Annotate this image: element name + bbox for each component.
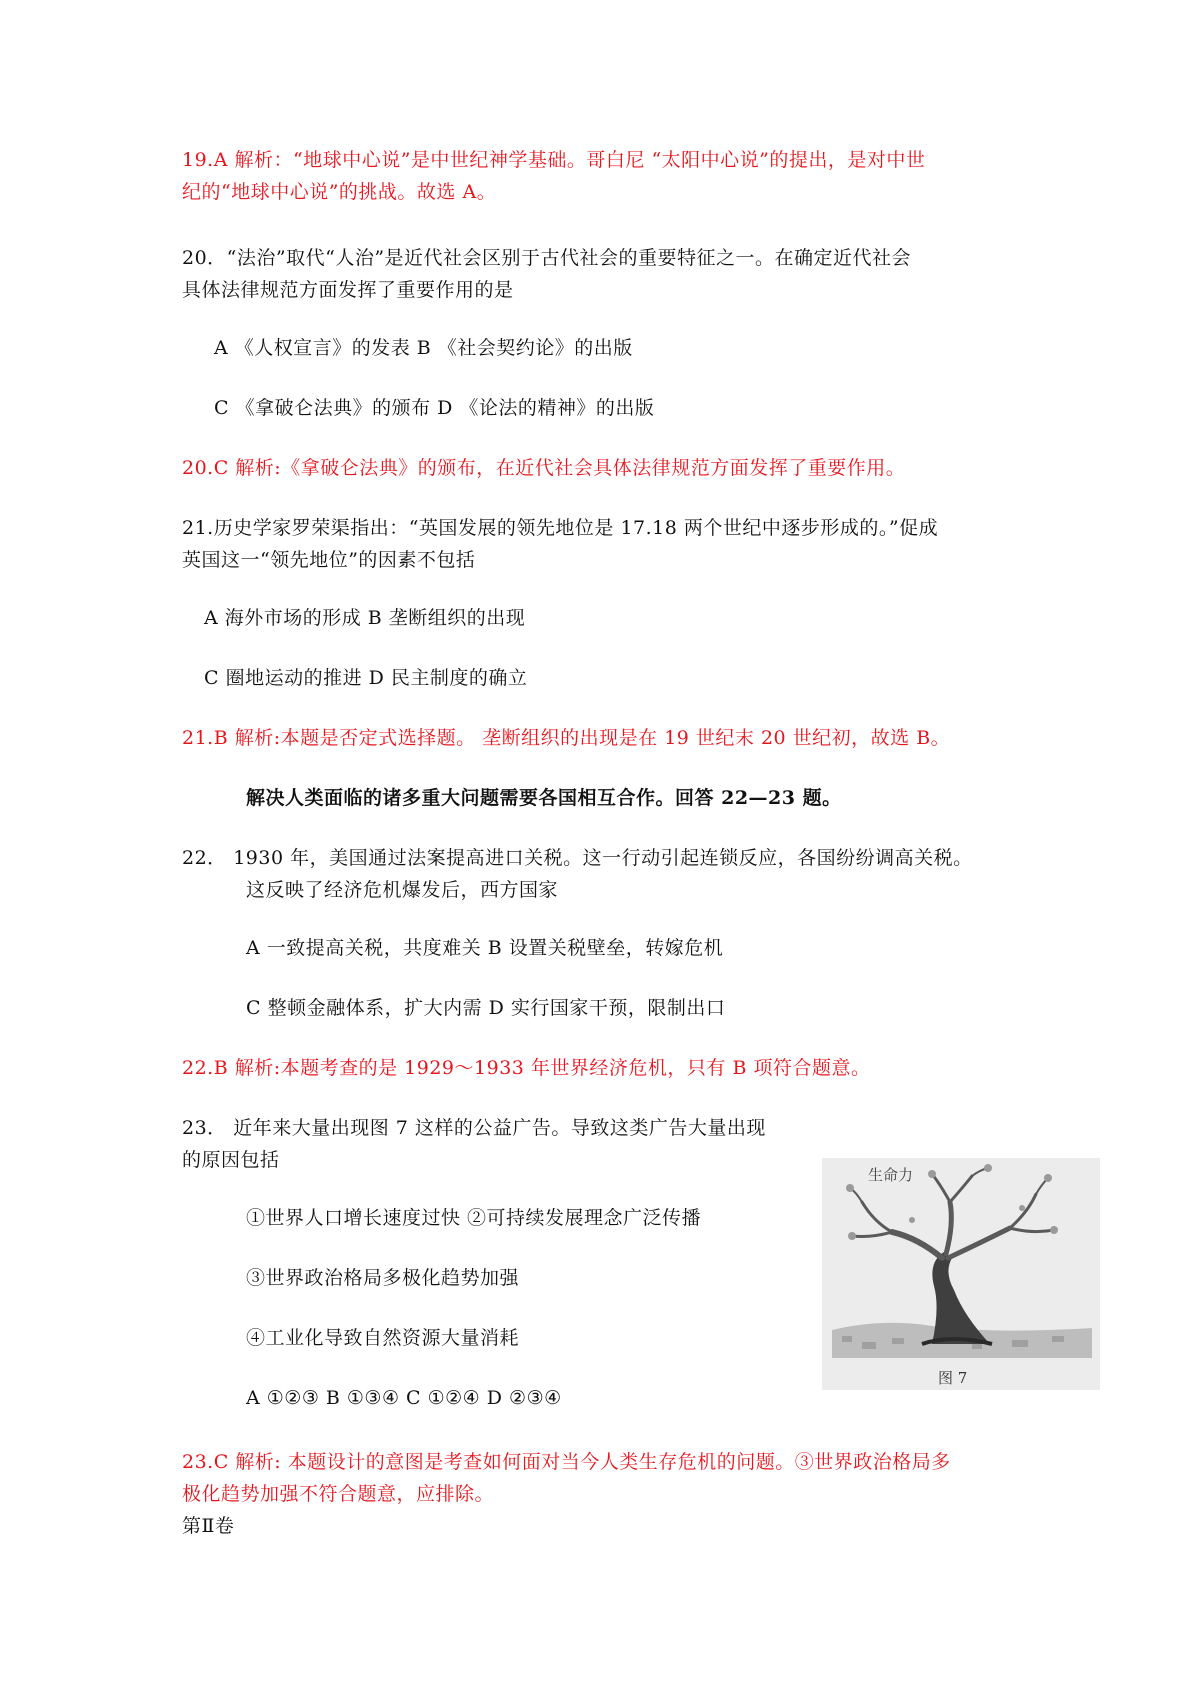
q19-answer-line2: 纪的“地球中心说”的挑战。故选 A。 xyxy=(182,181,497,203)
q23-stem-line1: 23． 近年来大量出现图 7 这样的公益广告。导致这类广告大量出现 xyxy=(182,1117,766,1139)
q23-item-4: ④工业化导致自然资源大量消耗 xyxy=(246,1327,520,1349)
q22-stem-line2: 这反映了经济危机爆发后，西方国家 xyxy=(246,879,559,901)
q20-options-line1: A 《人权宣言》的发表 B 《社会契约论》的出版 xyxy=(214,337,633,359)
figure-caption: 图 7 xyxy=(938,1369,968,1387)
tree-illustration-icon xyxy=(822,1158,1100,1390)
q23-options: A ①②③ B ①③④ C ①②④ D ②③④ xyxy=(246,1387,562,1409)
q21-stem-line1: 21.历史学家罗荣渠指出：“英国发展的领先地位是 17.18 两个世纪中逐步形成的。”促成 xyxy=(182,517,939,539)
q22-options-line2: C 整顿金融体系，扩大内需 D 实行国家干预，限制出口 xyxy=(246,997,726,1019)
q21-options-line1: A 海外市场的形成 B 垄断组织的出现 xyxy=(204,607,526,629)
q23-answer-line1: 23.C 解析: 本题设计的意图是考查如何面对当今人类生存危机的问题。③世界政治格局多 xyxy=(182,1451,951,1473)
q20-stem-line1: 20．“法治”取代“人治”是近代社会区别于古代社会的重要特征之一。在确定近代社会 xyxy=(182,247,912,269)
q21-options-line2: C 圈地运动的推进 D 民主制度的确立 xyxy=(204,667,528,689)
q21-answer: 21.B 解析:本题是否定式选择题。 垄断组织的出现是在 19 世纪末 20 世纪初，故选 B。 xyxy=(182,727,951,749)
q20-answer: 20.C 解析:《拿破仑法典》的颁布，在近代社会具体法律规范方面发挥了重要作用。 xyxy=(182,457,906,479)
q22-options-line1: A 一致提高关税，共度难关 B 设置关税壁垒，转嫁危机 xyxy=(246,937,724,959)
q23-item-3: ③世界政治格局多极化趋势加强 xyxy=(246,1267,520,1289)
figure-title: 生命力 xyxy=(868,1166,914,1184)
group-instruction: 解决人类面临的诸多重大问题需要各国相互合作。回答 22—23 题。 xyxy=(246,787,842,809)
q20-stem-line2: 具体法律规范方面发挥了重要作用的是 xyxy=(182,279,514,301)
q21-stem-line2: 英国这一“领先地位”的因素不包括 xyxy=(182,549,476,571)
q20-options-line2: C 《拿破仑法典》的颁布 D 《论法的精神》的出版 xyxy=(214,397,655,419)
q23-answer-line2: 极化趋势加强不符合题意，应排除。 xyxy=(182,1483,495,1505)
q22-stem-line1: 22． 1930 年，美国通过法案提高进口关税。这一行动引起连锁反应，各国纷纷调高关税。 xyxy=(182,847,973,869)
q23-item-1-2: ①世界人口增长速度过快 ②可持续发展理念广泛传播 xyxy=(246,1207,702,1229)
q23-stem-line2: 的原因包括 xyxy=(182,1149,280,1171)
q22-answer: 22.B 解析:本题考查的是 1929～1933 年世界经济危机，只有 B 项符合题意。 xyxy=(182,1057,871,1079)
q19-answer-line1: 19.A 解析：“地球中心说”是中世纪神学基础。哥白尼 “太阳中心说”的提出，是对中世 xyxy=(182,149,926,171)
section-title: 第Ⅱ卷 xyxy=(182,1515,235,1537)
figure-7-tree-illustration xyxy=(822,1158,1100,1390)
